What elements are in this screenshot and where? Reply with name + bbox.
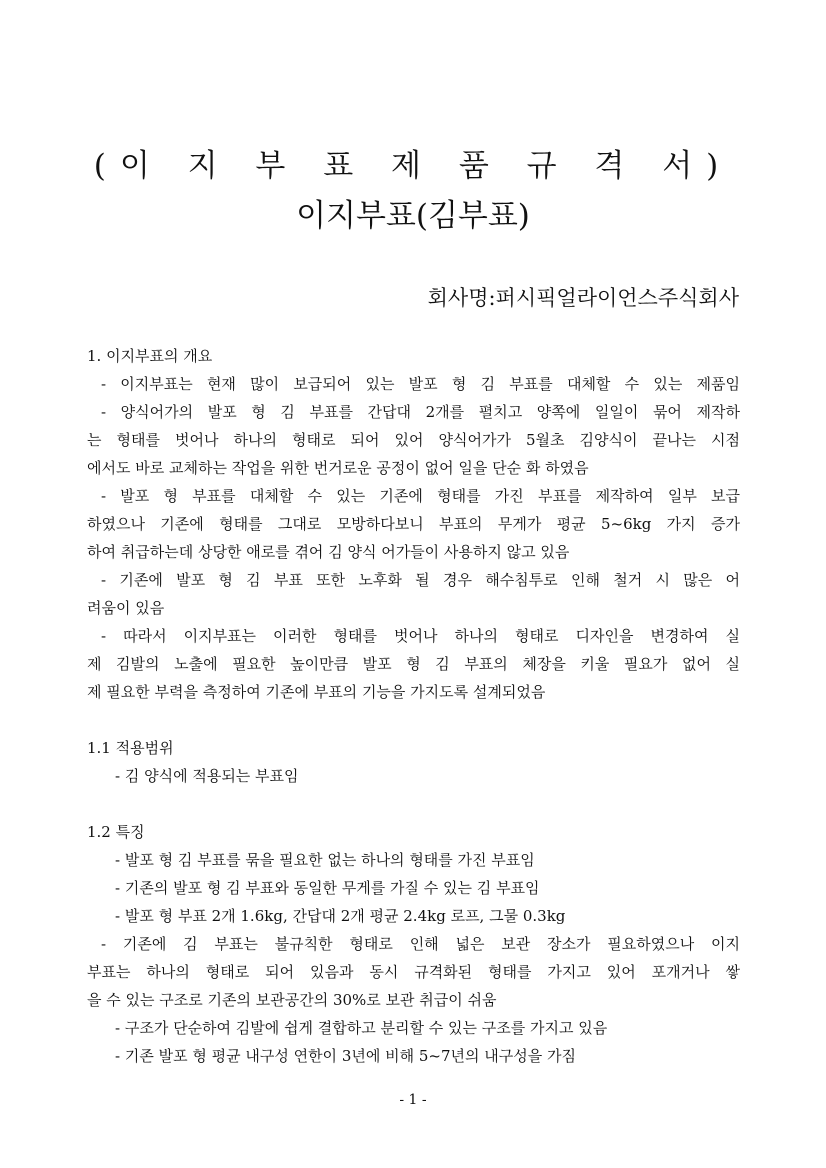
section-heading-scope: 1.1 적용범위 xyxy=(87,739,174,757)
section-spacer xyxy=(87,790,740,818)
paragraph-line: 는 형태를 벗어나 하나의 형태로 되어 있어 양식어가가 5월초 김양식이 끝나는 시점 xyxy=(87,431,740,449)
paragraph-line: 려움이 있음 xyxy=(87,599,165,617)
paragraph-line: - 구조가 단순하여 김발에 쉽게 결합하고 분리할 수 있는 구조를 가지고 있음 xyxy=(115,1019,608,1037)
paragraph-line: - 발포 형 부표 2개 1.6kg, 간답대 2개 평균 2.4kg 로프, 그물 0.3kg xyxy=(115,907,566,925)
paragraph-line: - 발포 형 부표를 대체할 수 있는 기존에 형태를 가진 부표를 제작하여 일부 보급 xyxy=(101,487,740,505)
page-number: - 1 - xyxy=(399,1092,427,1108)
section-heading-features: 1.2 특징 xyxy=(87,823,145,841)
section-heading-overview: 1. 이지부표의 개요 xyxy=(87,347,213,365)
section-spacer xyxy=(87,706,740,734)
paragraph-line: - 이지부표는 현재 많이 보급되어 있는 발포 형 김 부표를 대체할 수 있는 제품임 xyxy=(101,375,740,393)
paragraph-line: 을 수 있는 구조로 기존의 보관공간의 30%로 보관 취급이 쉬움 xyxy=(87,991,497,1009)
paragraph-line: 하였으나 기존에 형태를 그대로 모방하다보니 부표의 무게가 평균 5~6kg 가지 증가 xyxy=(87,515,740,533)
company-name: 회사명:퍼시픽얼라이언스주식회사 xyxy=(427,286,739,310)
paragraph-line: 제 김발의 노출에 필요한 높이만큼 발포 형 김 부표의 체장을 키울 필요가 없어 실 xyxy=(87,655,740,673)
paragraph-line: 하여 취급하는데 상당한 애로를 겪어 김 양식 어가들이 사용하지 않고 있음 xyxy=(87,543,570,561)
paragraph-line: - 기존에 발포 형 김 부표 또한 노후화 될 경우 해수침투로 인해 철거 시 많은 어 xyxy=(101,571,740,589)
paragraph-line: - 김 양식에 적용되는 부표임 xyxy=(115,767,299,785)
paragraph-line: - 양식어가의 발포 형 김 부표를 간답대 2개를 펼치고 양쪽에 일일이 묶어 제작하 xyxy=(101,403,740,421)
paragraph-line: - 기존에 김 부표는 불규칙한 형태로 인해 넓은 보관 장소가 필요하였으나 이지 xyxy=(101,935,740,953)
paragraph-line: - 따라서 이지부표는 이러한 형태를 벗어나 하나의 형태로 디자인을 변경하여 실 xyxy=(101,627,740,645)
paragraph-line: 에서도 바로 교체하는 작업을 위한 번거로운 공정이 없어 일을 단순 화 하였음 xyxy=(87,459,589,477)
document-subtitle: 이지부표(김부표) xyxy=(296,198,530,234)
document-body xyxy=(87,342,740,1070)
paragraph-line: 부표는 하나의 형태로 되어 있음과 동시 규격화된 형태를 가지고 있어 포개거나 쌓 xyxy=(87,963,740,981)
document-title: (이 지 부 표 제 품 규 격 서) xyxy=(93,148,733,184)
paragraph-line: - 기존의 발포 형 김 부표와 동일한 무게를 가질 수 있는 김 부표임 xyxy=(115,879,540,897)
paragraph-line: 제 필요한 부력을 측정하여 기존에 부표의 기능을 가지도록 설계되었음 xyxy=(87,683,546,701)
paragraph-line: - 기존 발포 형 평균 내구성 연한이 3년에 비해 5~7년의 내구성을 가짐 xyxy=(115,1047,576,1065)
paragraph-line: - 발포 형 김 부표를 묶을 필요한 없는 하나의 형태를 가진 부표임 xyxy=(115,851,535,869)
